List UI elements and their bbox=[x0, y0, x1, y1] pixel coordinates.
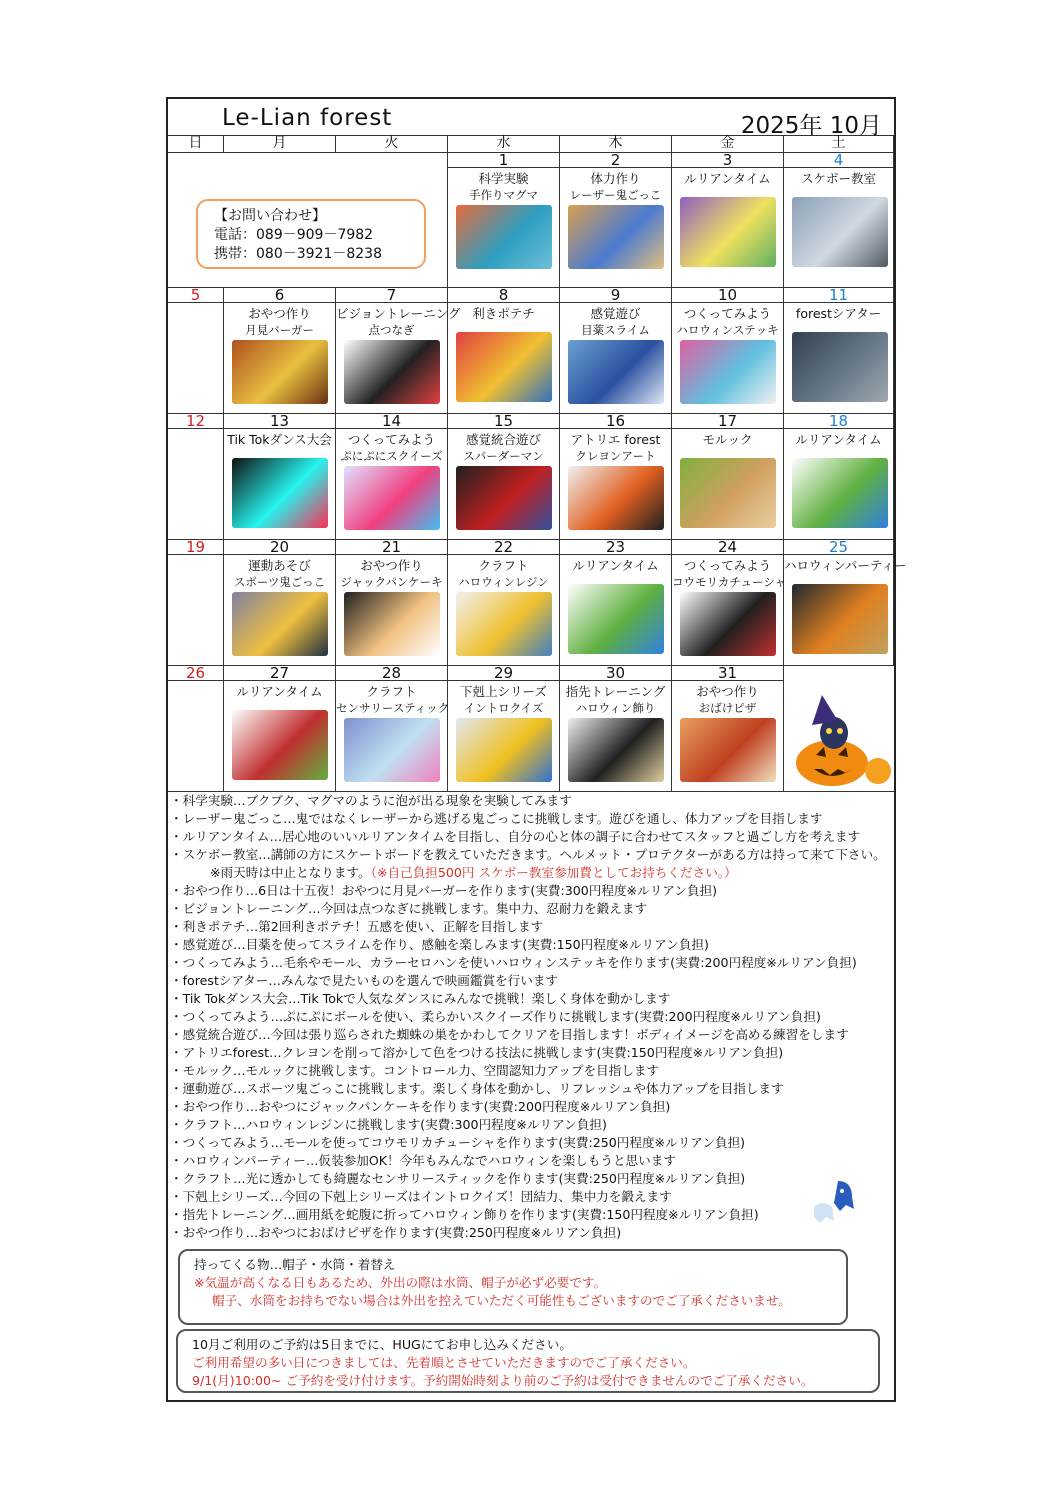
day-number: 4 bbox=[784, 152, 893, 168]
activity-photo bbox=[568, 340, 664, 404]
activity-label bbox=[560, 683, 671, 717]
day-cell bbox=[560, 540, 672, 666]
day-number: 2 bbox=[560, 152, 671, 168]
reservation-box bbox=[176, 1329, 880, 1393]
pumpkin-cat-illustration bbox=[792, 691, 892, 789]
activity-subtitle: センサリースティック bbox=[336, 701, 450, 715]
note-line: ・おやつ作り…6日は十五夜！おやつに月見バーガーを作ります(実費:300円程度※ルリアン負担) bbox=[170, 883, 718, 898]
bring-line-1: 持ってくる物…帽子・水筒・着替え bbox=[194, 1257, 396, 1272]
day-cell bbox=[336, 540, 448, 666]
day-number: 8 bbox=[448, 287, 559, 303]
activity-label bbox=[336, 305, 461, 339]
note-line: ・おやつ作り…おやつにおばけピザを作ります(実費:250円程度※ルリアン負担) bbox=[170, 1225, 622, 1240]
day-cell bbox=[448, 666, 560, 792]
activity-subtitle: 月見バーガー bbox=[245, 323, 314, 337]
bring-line-3: 帽子、水筒をお持ちでない場合は外出を控えていただく可能性もございますのでご了承くださいませ。 bbox=[212, 1293, 791, 1308]
day-cell bbox=[224, 414, 336, 540]
activity-photo bbox=[792, 458, 888, 528]
reserve-line-3: 9/1(月)10:00~ ご予約を受け付けます。予約開始時刻より前のご予約は受付できませんのでご了承ください。 bbox=[192, 1373, 814, 1388]
day-number: 21 bbox=[336, 539, 447, 555]
note-line: ・クラフト…光に透かしても綺麗なセンサリースティックを作ります(実費:250円程度※ルリアン負担) bbox=[170, 1171, 746, 1186]
activity-photo bbox=[792, 584, 888, 654]
activity-title: 体力作り bbox=[590, 171, 641, 186]
weekday-0: 日 bbox=[168, 135, 224, 152]
day-cell bbox=[784, 288, 894, 414]
note-line: ・感覚遊び…目薬を使ってスライムを作り、感触を楽しみます(実費:150円程度※ルリアン負担) bbox=[170, 937, 709, 952]
day-cell bbox=[448, 153, 560, 288]
activity-label bbox=[448, 683, 559, 717]
activity-photo bbox=[456, 592, 552, 656]
day-cell bbox=[560, 666, 672, 792]
activity-photo bbox=[680, 718, 776, 782]
note-line: ・下剋上シリーズ…今回の下剋上シリーズはイントロクイズ！団結力、集中力を鍛えます bbox=[170, 1189, 672, 1204]
note-line: ・利きポテチ…第2回利きポテチ！五感を使い、正解を目指します bbox=[170, 919, 544, 934]
page-title: Le-Lian forest bbox=[222, 105, 393, 131]
note-line: ・運動遊び…スポーツ鬼ごっこに挑戦します。楽しく身体を動かし、リフレッシュや体力アップを目指します bbox=[170, 1081, 784, 1096]
activity-title: ルリアンタイム bbox=[795, 432, 882, 447]
note-line: ・つくってみよう…モールを使ってコウモリカチューシャを作ります(実費:250円程度※ルリアン負担) bbox=[170, 1135, 746, 1150]
reserve-line-1: 10月ご利用のご予約は5日までに、HUGにてお申し込みください。 bbox=[192, 1337, 572, 1352]
day-number: 13 bbox=[224, 413, 335, 429]
activity-photo bbox=[344, 592, 440, 656]
day-cell bbox=[168, 414, 224, 540]
activity-photo bbox=[344, 340, 440, 404]
day-number: 16 bbox=[560, 413, 671, 429]
activity-title: モルック bbox=[702, 432, 753, 447]
day-cell bbox=[672, 153, 784, 288]
activity-label bbox=[224, 557, 335, 591]
note-line: ・クラフト…ハロウィンレジンに挑戦します(実費:300円程度※ルリアン負担) bbox=[170, 1117, 607, 1132]
activity-photo bbox=[680, 592, 776, 656]
activity-photo bbox=[456, 718, 552, 782]
activity-label bbox=[224, 683, 335, 700]
activity-subtitle: ハロウィンステッキ bbox=[676, 323, 779, 337]
day-number: 19 bbox=[168, 539, 223, 555]
activity-subtitle: おばけピザ bbox=[698, 701, 757, 715]
note-line: ・科学実験…ブクブク、マグマのように泡が出る現象を実験してみます bbox=[170, 793, 572, 808]
activity-subtitle: イントロクイズ bbox=[463, 701, 544, 715]
day-number: 28 bbox=[336, 665, 447, 681]
activity-title: アトリエ forest bbox=[570, 432, 661, 447]
day-cell bbox=[672, 288, 784, 414]
activity-label bbox=[672, 557, 787, 591]
activity-label bbox=[448, 170, 559, 204]
activity-title: 指先トレーニング bbox=[565, 684, 666, 699]
weekday-2: 火 bbox=[336, 135, 448, 152]
day-number: 15 bbox=[448, 413, 559, 429]
day-cell bbox=[672, 538, 787, 666]
activity-photo bbox=[232, 458, 328, 528]
activity-title: スケボー教室 bbox=[800, 171, 876, 186]
activity-subtitle: レーザー鬼ごっこ bbox=[569, 188, 662, 202]
day-cell bbox=[448, 540, 560, 666]
activity-label bbox=[224, 305, 335, 339]
activity-subtitle: クレヨンアート bbox=[575, 449, 656, 463]
activity-label bbox=[560, 431, 671, 465]
day-number: 10 bbox=[672, 287, 783, 303]
activity-label bbox=[560, 170, 671, 204]
day-cell bbox=[560, 153, 672, 288]
activity-title: おやつ作り bbox=[248, 306, 311, 321]
activity-title: ビジョントレーニング bbox=[336, 306, 461, 321]
activity-subtitle: ハロウィン飾り bbox=[575, 701, 656, 715]
activity-photo bbox=[456, 332, 552, 402]
activity-title: おやつ作り bbox=[360, 558, 423, 573]
day-number: 24 bbox=[672, 539, 783, 555]
day-number: 25 bbox=[784, 539, 893, 555]
day-number: 30 bbox=[560, 665, 671, 681]
contact-title: 【お問い合わせ】 bbox=[214, 208, 326, 224]
activity-photo bbox=[680, 340, 776, 404]
activity-label bbox=[672, 683, 783, 717]
activity-label bbox=[224, 431, 335, 448]
contact-mobile: 携帯：080－3921－8238 bbox=[214, 246, 382, 262]
day-cell bbox=[448, 414, 560, 540]
activity-label bbox=[560, 305, 671, 339]
activity-title: 感覚統合遊び bbox=[465, 432, 541, 447]
activity-label bbox=[448, 431, 559, 465]
day-cell bbox=[560, 414, 672, 540]
weekday-1: 月 bbox=[224, 135, 336, 152]
activity-notes bbox=[170, 792, 892, 1242]
calendar-header bbox=[168, 99, 894, 139]
activity-photo bbox=[792, 332, 888, 402]
activity-subtitle: スパーダーマン bbox=[463, 449, 544, 463]
note-line: ・アトリエforest…クレヨンを削って溶かして色をつける技法に挑戦します(実費:150円程度※ルリアン負担) bbox=[170, 1045, 784, 1060]
day-number: 7 bbox=[336, 287, 447, 303]
activity-photo bbox=[232, 340, 328, 404]
activity-title: クラフト bbox=[478, 558, 529, 573]
note-line: ・レーザー鬼ごっこ…鬼ではなくレーザーから逃げる鬼ごっこに挑戦します。遊びを通し、体力アップを目指します bbox=[170, 811, 823, 826]
activity-photo bbox=[568, 466, 664, 530]
note-line: ・スケボー教室…講師の方にスケートボードを教えていただきます。ヘルメット・プロテクターがある方は持って来て下さい。 bbox=[170, 847, 886, 862]
rain-note bbox=[170, 864, 892, 882]
activity-title: ハロウィンパーティー bbox=[784, 558, 907, 573]
activity-label bbox=[448, 305, 559, 322]
note-line: ・感覚統合遊び…今回は張り巡らされた蜘蛛の巣をかわしてクリアを目指します！ボディイメージを高める練習をします bbox=[170, 1027, 849, 1042]
day-cell bbox=[784, 153, 894, 288]
weekday-row bbox=[168, 135, 894, 153]
activity-label bbox=[560, 557, 671, 574]
day-number: 11 bbox=[784, 287, 893, 303]
note-line: ・ハロウィンパーティー…仮装参加OK！今年もみんなでハロウィンを楽しもうと思います bbox=[170, 1153, 676, 1168]
activity-label bbox=[336, 557, 447, 591]
weekday-5: 金 bbox=[672, 135, 784, 152]
activity-title: 運動あそび bbox=[248, 558, 311, 573]
day-number: 3 bbox=[672, 152, 783, 168]
weekday-4: 木 bbox=[560, 135, 672, 152]
activity-subtitle: 目薬スライム bbox=[581, 323, 650, 337]
activity-title: つくってみよう bbox=[683, 558, 772, 573]
activity-title: つくってみよう bbox=[347, 432, 436, 447]
activity-title: 科学実験 bbox=[478, 171, 529, 186]
activity-title: 下剋上シリーズ bbox=[460, 684, 547, 699]
day-cell bbox=[224, 288, 336, 414]
contact-box bbox=[196, 199, 426, 269]
day-cell bbox=[168, 666, 224, 792]
activity-title: クラフト bbox=[366, 684, 417, 699]
day-cell bbox=[336, 286, 461, 414]
activity-title: ルリアンタイム bbox=[684, 171, 771, 186]
activity-title: おやつ作り bbox=[696, 684, 759, 699]
day-cell bbox=[560, 288, 672, 414]
activity-photo bbox=[568, 584, 664, 654]
day-number: 12 bbox=[168, 413, 223, 429]
day-cell bbox=[224, 540, 336, 666]
activity-photo bbox=[792, 197, 888, 267]
day-number: 22 bbox=[448, 539, 559, 555]
note-line: ・おやつ作り…おやつにジャックパンケーキを作ります(実費:200円程度※ルリアン負担) bbox=[170, 1099, 671, 1114]
note-line: ・Tik Tokダンス大会…Tik Tokで人気なダンスにみんなで挑戦！楽しく身体を動かします bbox=[170, 991, 671, 1006]
activity-subtitle: ハロウィンレジン bbox=[458, 575, 549, 589]
activity-photo bbox=[232, 592, 328, 656]
day-cell bbox=[336, 666, 448, 792]
day-cell bbox=[672, 414, 784, 540]
activity-subtitle: スポーツ鬼ごっこ bbox=[233, 575, 326, 589]
day-number: 17 bbox=[672, 413, 783, 429]
activity-label bbox=[672, 305, 783, 339]
activity-label bbox=[784, 431, 893, 448]
activity-label bbox=[336, 683, 450, 717]
activity-title: 感覚遊び bbox=[590, 306, 641, 321]
ghost-illustration bbox=[808, 1177, 862, 1227]
activity-photo bbox=[680, 458, 776, 528]
calendar-sheet bbox=[166, 97, 907, 1402]
note-line: ・つくってみよう…ぷにぷにボールを使い、柔らかいスクイーズ作りに挑戦します(実費:200円程度※ルリアン負担) bbox=[170, 1009, 821, 1024]
activity-title: ルリアンタイム bbox=[236, 684, 323, 699]
day-number: 29 bbox=[448, 665, 559, 681]
day-number: 31 bbox=[672, 665, 783, 681]
activity-photo bbox=[344, 718, 440, 782]
reserve-line-2: ご利用希望の多い日につきましては、先着順とさせていただきますのでご了承ください。 bbox=[192, 1355, 696, 1370]
day-cell bbox=[448, 288, 560, 414]
activity-photo bbox=[568, 718, 664, 782]
day-cell bbox=[168, 288, 224, 414]
activity-title: 利きポテチ bbox=[472, 306, 535, 321]
weekday-3: 水 bbox=[448, 135, 560, 152]
day-cell bbox=[168, 540, 224, 666]
activity-title: forestシアター bbox=[795, 306, 882, 321]
activity-photo bbox=[344, 466, 440, 530]
contact-phone: 電話：089－909－7982 bbox=[214, 227, 374, 243]
activity-title: つくってみよう bbox=[683, 306, 772, 321]
rain-note-text: ※雨天時は中止となります。 bbox=[210, 865, 371, 880]
day-number: 20 bbox=[224, 539, 335, 555]
activity-subtitle: ジャックパンケーキ bbox=[340, 575, 443, 589]
activity-title: Tik Tokダンス大会 bbox=[227, 432, 332, 447]
day-number: 1 bbox=[448, 152, 559, 168]
day-number: 6 bbox=[224, 287, 335, 303]
note-line: ・指先トレーニング…画用紙を蛇腹に折ってハロウィン飾りを作ります(実費:150円程度※ルリアン負担) bbox=[170, 1207, 759, 1222]
activity-label bbox=[672, 431, 783, 448]
day-number: 5 bbox=[168, 287, 223, 303]
note-line: ・ルリアンタイム…居心地のいいルリアンタイムを目指し、自分の心と体の調子に合わせてスタッフと過ごし方を考えます bbox=[170, 829, 861, 844]
activity-label bbox=[784, 557, 907, 574]
day-cell bbox=[784, 414, 894, 540]
activity-label bbox=[448, 557, 559, 591]
day-number: 18 bbox=[784, 413, 893, 429]
bring-items-box bbox=[178, 1249, 848, 1325]
activity-photo bbox=[680, 197, 776, 267]
note-line: ・つくってみよう…毛糸やモール、カラーセロハンを使いハロウィンステッキを作ります(実費:200円程度※ルリアン負担) bbox=[170, 955, 857, 970]
bring-line-2: ※気温が高くなる日もあるため、外出の際は水筒、帽子が必ず必要です。 bbox=[194, 1275, 607, 1290]
activity-label bbox=[784, 170, 893, 187]
month-label: 2025年 10月 bbox=[740, 113, 882, 139]
day-cell bbox=[784, 538, 907, 666]
activity-photo bbox=[568, 205, 664, 269]
activity-subtitle: 点つなぎ bbox=[368, 323, 415, 337]
activity-title: ルリアンタイム bbox=[572, 558, 659, 573]
day-cell bbox=[224, 666, 336, 792]
weekday-6: 土 bbox=[784, 135, 894, 152]
activity-subtitle: 手作りマグマ bbox=[469, 188, 538, 202]
activity-label bbox=[672, 170, 783, 187]
activity-subtitle: コウモリカチューシャ bbox=[672, 575, 787, 589]
day-number: 23 bbox=[560, 539, 671, 555]
note-line: ・forestシアター…みんなで見たいものを選んで映画鑑賞を行います bbox=[170, 973, 559, 988]
day-cell bbox=[672, 666, 784, 792]
day-number: 26 bbox=[168, 665, 223, 681]
day-number: 27 bbox=[224, 665, 335, 681]
activity-photo bbox=[456, 205, 552, 269]
activity-label bbox=[336, 431, 447, 465]
activity-subtitle: ぷにぷにスクイーズ bbox=[340, 449, 443, 463]
activity-label bbox=[784, 305, 893, 322]
day-cell bbox=[336, 414, 448, 540]
note-line: ・ビジョントレーニング…今回は点つなぎに挑戦します。集中力、忍耐力を鍛えます bbox=[170, 901, 648, 916]
activity-photo bbox=[456, 466, 552, 530]
note-line: ・モルック…モルックに挑戦します。コントロール力、空間認知力アップを目指します bbox=[170, 1063, 660, 1078]
day-number: 9 bbox=[560, 287, 671, 303]
day-number: 14 bbox=[336, 413, 447, 429]
activity-photo bbox=[232, 710, 328, 780]
rain-note-fee: （※自己負担500円 スケボー教室参加費としてお持ちください。） bbox=[370, 865, 737, 880]
